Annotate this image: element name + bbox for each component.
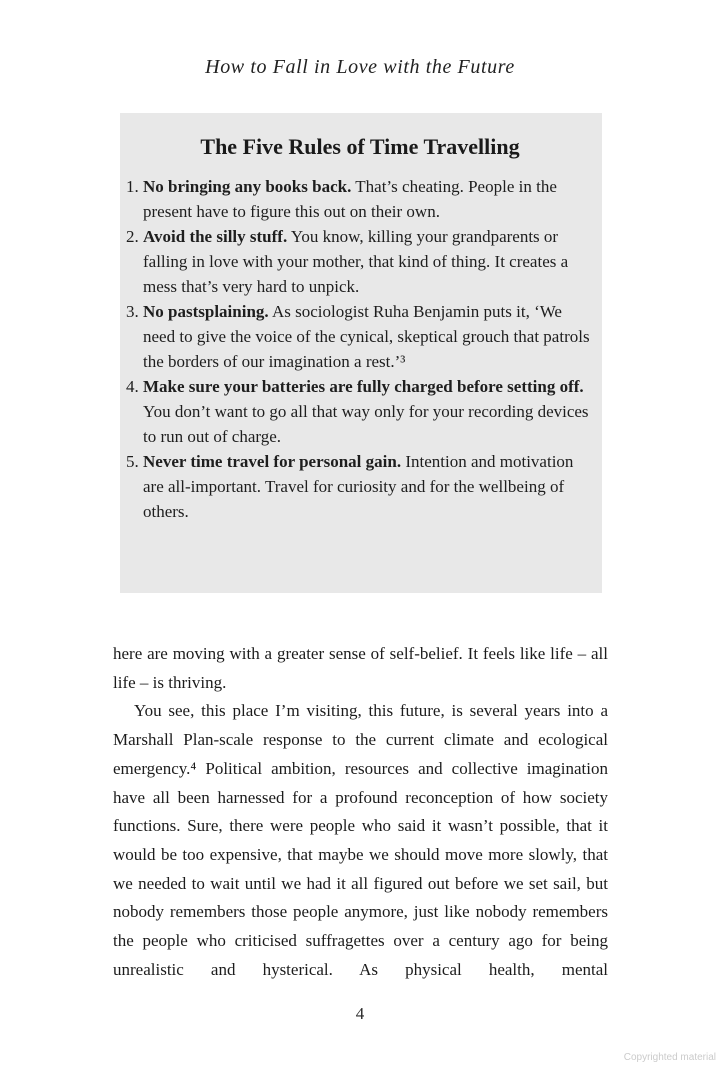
rule-text — [143, 224, 594, 299]
rule-lead: Avoid the silly stuff. — [143, 227, 288, 246]
rule-item-3 — [126, 299, 594, 374]
rule-number: 4. — [126, 377, 139, 396]
rule-lead: Make sure your batteries are fully charged before setting off. — [143, 377, 584, 396]
rule-item-2 — [126, 224, 594, 299]
rule-item-5 — [126, 449, 594, 524]
rule-detail: As sociologist Ruha Benjamin puts it, ‘We need to give the voice of the cynical, skeptical grouch that patrols the borders of our imagination a rest.’³ — [143, 302, 590, 371]
rule-detail: Intention and motivation are all-important. Travel for curiosity and for the wellbeing of others. — [143, 452, 574, 521]
body-text — [113, 640, 608, 984]
rule-lead: No pastsplaining. — [143, 302, 269, 321]
rule-detail: You know, killing your grandparents or falling in love with your mother, that kind of thing. It creates a mess that’s very hard to unpick. — [143, 227, 569, 296]
rule-text — [143, 449, 594, 524]
running-head: How to Fall in Love with the Future — [205, 56, 515, 78]
body-paragraph-1: here are moving with a greater sense of self-belief. It feels like life – all life – is thriving. — [113, 644, 608, 692]
rule-item-4 — [126, 374, 594, 449]
rule-lead: No bringing any books back. — [143, 177, 352, 196]
rule-number: 2. — [126, 227, 139, 246]
rule-number: 3. — [126, 302, 139, 321]
rule-number: 5. — [126, 452, 139, 471]
rule-detail: That’s cheating. People in the present have to figure this out on their own. — [143, 177, 557, 221]
copyright-notice: Copyrighted material — [623, 1052, 716, 1063]
rule-text — [143, 299, 594, 374]
body-paragraph-2: You see, this place I’m visiting, this future, is several years into a Marshall Plan-scale response to the current climate and ecological emergency.⁴ Political ambition, resources and collective imagination have all been harnessed for a profound reconception of how society functions. Sure, there were people who said it wasn’t possible, that it would be too expensive, that maybe we should move more slowly, that we needed to wait until we had it all figured out before we set sail, but nobody remembers those people anymore, just like nobody remembers the people who criticised suffragettes over a century ago for being unrealistic and hysterical. As physical health, mental — [113, 701, 608, 979]
rule-text — [143, 374, 594, 449]
rules-box — [120, 113, 602, 593]
rule-item-1 — [126, 174, 594, 224]
rule-number: 1. — [126, 177, 139, 196]
rules-box-title: The Five Rules of Time Travelling — [200, 134, 520, 159]
rules-list — [126, 174, 594, 524]
page-number: 4 — [355, 1004, 365, 1023]
rule-detail: You don’t want to go all that way only for your recording devices to run out of charge. — [143, 402, 589, 446]
rule-lead: Never time travel for personal gain. — [143, 452, 402, 471]
rule-text — [143, 174, 594, 224]
